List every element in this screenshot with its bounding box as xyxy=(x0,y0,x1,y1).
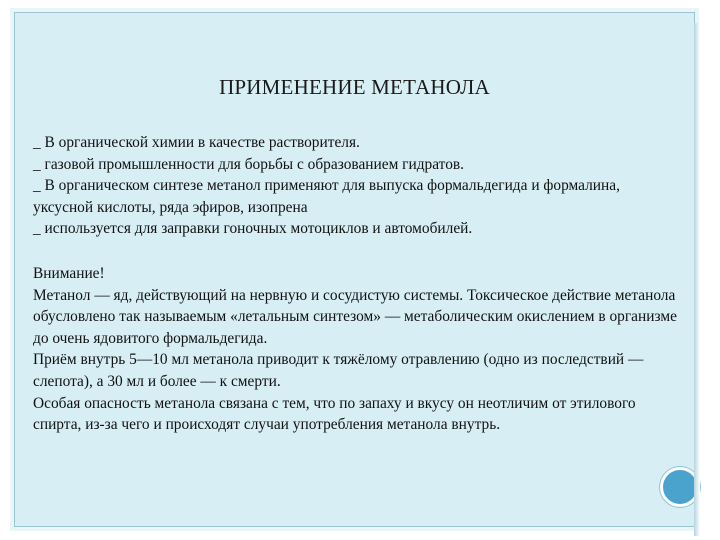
page-title: ПРИМЕНЕНИЕ МЕТАНОЛА xyxy=(219,75,490,99)
warning-paragraph: Приём внутрь 5—10 мл метанола приводит к тяжёлому отравлению (одно из последствий — слепота), а 30 мл и более — к смерти. xyxy=(33,351,644,390)
use-item: _ газовой промышленности для борьбы с образованием гидратов. xyxy=(33,155,465,173)
warning-paragraph: Особая опасность метанола связана с тем, что по запаху и вкусу он неотличим от этилового спирта, из-за чего и происходят случаи употребления метанола внутрь. xyxy=(33,394,636,434)
decorative-circle-icon xyxy=(660,467,700,507)
warning-section xyxy=(33,263,683,436)
use-item: _ используется для заправки гоночных мотоциклов и автомобилей. xyxy=(33,220,473,238)
use-item: _ В органическом синтезе метанол применяют для выпуска формальдегида и формалина, уксусной кислоты, ряда эфиров, изопрена xyxy=(33,177,620,216)
uses-list xyxy=(33,132,683,240)
warning-heading: Внимание! xyxy=(33,265,105,282)
use-item: _ В органической химии в качестве растворителя. xyxy=(33,134,360,151)
content-panel xyxy=(14,12,695,527)
warning-paragraph: Метанол — яд, действующий на нервную и сосудистую системы. Токсическое действие метанола обусловлено так называемым «летальным синтезом» — метаболическим окислением в организме до очень ядовитого формальдегида. xyxy=(33,286,677,347)
